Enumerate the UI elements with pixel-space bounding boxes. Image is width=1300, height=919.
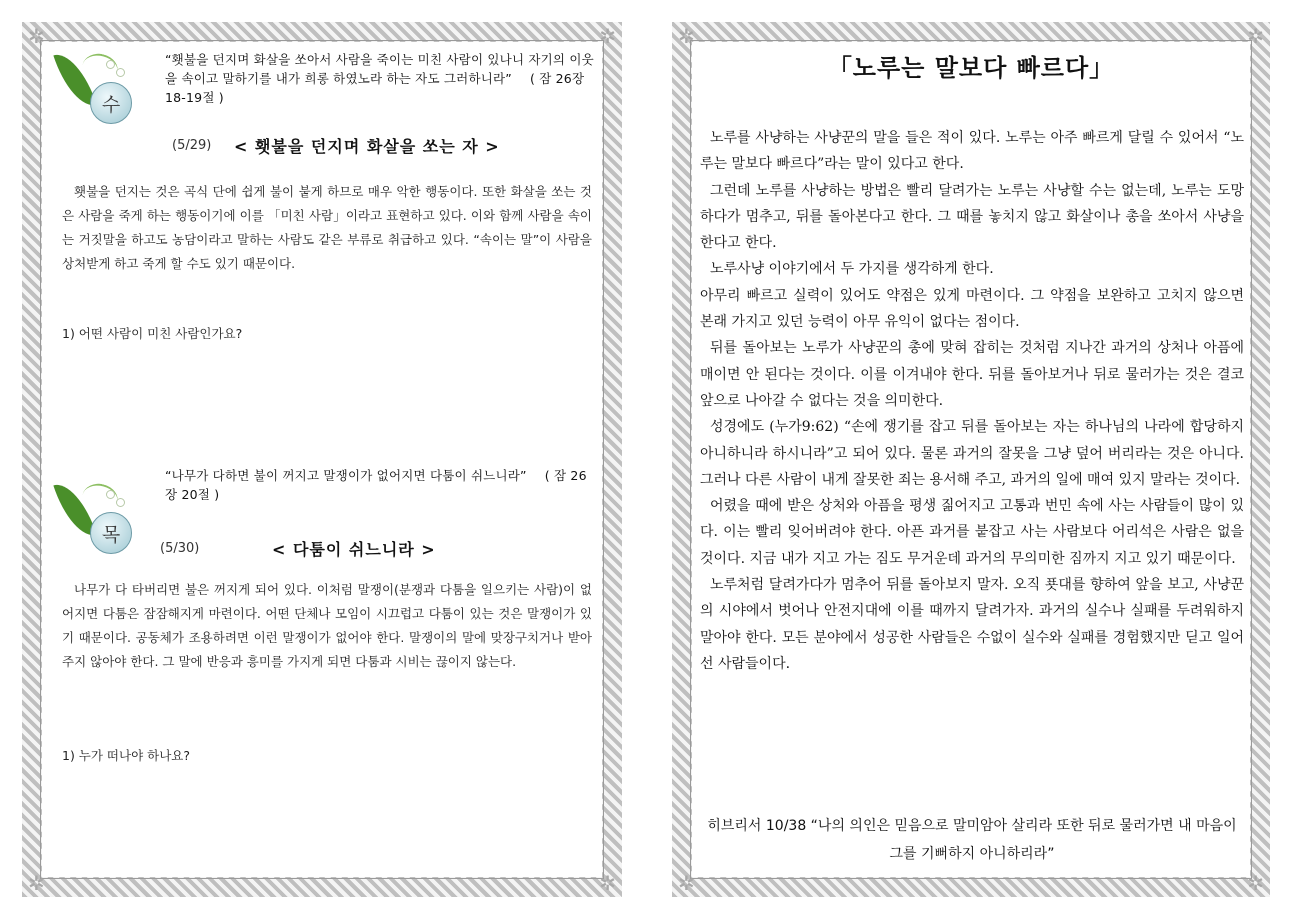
essay-body <box>700 125 1244 677</box>
essay-paragraph: 뒤를 돌아보는 노루가 사냥꾼의 총에 맞혀 잡히는 것처럼 지나간 과거의 상처나 아픔에 매이면 안 된다는 것이다. 이를 이겨내야 한다. 뒤를 돌아보거나 뒤로 물러가는 것은 결코 앞으로 나아갈 수 없다는 것을 의미한다. <box>700 340 1244 409</box>
essay-paragraph: 아무리 빠르고 실력이 있어도 약점은 있게 마련이다. 그 약점을 보완하고 고치지 않으면 본래 가지고 있던 능력이 아무 유익이 없다는 점이다. <box>700 287 1244 331</box>
star-ornament-icon: ✲ <box>599 871 616 895</box>
star-ornament-icon: ✲ <box>28 871 45 895</box>
devotion-topic: < 다툼이 쉬느니라 > <box>272 540 436 559</box>
essay-paragraph: 노루처럼 달려가다가 멈추어 뒤를 돌아보지 말자. 오직 푯대를 향하여 앞을 보고, 사냥꾼의 시야에서 벗어나 안전지대에 이를 때까지 달려가자. 과거의 실수나 실패를 두려워하지 말아야 한다. 모든 분야에서 성공한 사람들은 수없이 실수와 실패를 경험했지만 딛고 일어선 사람들이다. <box>700 577 1244 672</box>
devotion-date: (5/30) <box>160 541 200 556</box>
essay-paragraph: 그런데 노루를 사냥하는 방법은 빨리 달려가는 노루는 사냥할 수는 없는데, 노루는 도망하다가 멈추고, 뒤를 돌아본다고 한다. 그 때를 놓치지 않고 화살이나 총을 쏘아서 사냥을 한다고 한다. <box>700 182 1244 252</box>
day-badge: 수 <box>90 82 132 124</box>
closing-verse: 히브리서 10/38 “나의 의인은 믿음으로 말미암아 살리라 또한 뒤로 물러가면 내 마음이 그를 기뻐하지 아니하리라” <box>707 818 1237 862</box>
verse-quote: “나무가 다하면 불이 꺼지고 말쟁이가 없어지면 다툼이 쉬느니라” ( 잠 26장 20절 ) <box>165 468 587 502</box>
day-badge: 목 <box>90 512 132 554</box>
devotion-topic: < 횃불을 던지며 화살을 쏘는 자 > <box>234 137 500 156</box>
lily-of-the-valley-icon <box>62 476 142 558</box>
essay-paragraph: 노루를 사냥하는 사냥꾼의 말을 들은 적이 있다. 노루는 아주 빠르게 달릴 수 있어서 “노루는 말보다 빠르다”라는 말이 있다고 한다. <box>700 130 1244 173</box>
star-ornament-icon: ✲ <box>1247 871 1264 895</box>
essay-title: 「노루는 말보다 빠르다」 <box>827 54 1115 82</box>
verse-reference: ( 잠 26장 20절 ) <box>165 468 587 502</box>
star-ornament-icon: ✲ <box>678 871 695 895</box>
star-ornament-icon: ✲ <box>599 24 616 48</box>
devotion-body: 나무가 다 타버리면 불은 꺼지게 되어 있다. 이처럼 말쟁이(분쟁과 다툼을 일으키는 사람)이 없어지면 다툼은 잠잠해지게 마련이다. 어떤 단체나 모임이 시끄럽고 다툼이 있는 것은 말쟁이가 있기 때문이다. 공동체가 조용하려면 이런 말쟁이가 없어야 한다. 말쟁이의 말에 맞장구치거나 받아주지 않아야 한다. 그 말에 반응과 흥미를 가지게 되면 다툼과 시비는 끊이지 않는다. <box>62 582 592 669</box>
star-ornament-icon: ✲ <box>1247 24 1264 48</box>
essay-paragraph: 노루사냥 이야기에서 두 가지를 생각하게 한다. <box>710 261 994 278</box>
devotion-body: 횃불을 던지는 것은 곡식 단에 쉽게 불이 붙게 하므로 매우 악한 행동이다. 또한 화살을 쏘는 것은 사람을 죽게 하는 행동이기에 이를 「미친 사람」이라고 표현하고 있다. 이와 함께 사람을 속이는 거짓말을 하고도 농담이라고 말하는 사람도 같은 부류로 취급하고 있다. “속이는 말”이 사람을 상처받게 하고 죽게 할 수도 있기 때문이다. <box>62 184 592 271</box>
devotion-date: (5/29) <box>172 138 212 153</box>
essay-paragraph: 어렸을 때에 받은 상처와 아픔을 평생 짊어지고 고통과 번민 속에 사는 사람들이 많이 있다. 이는 빨리 잊어버려야 한다. 아픈 과거를 붙잡고 사는 사람보다 어리석은 사람은 없을 것이다. 지금 내가 지고 가는 짐도 무거운데 과거의 무의미한 짐까지 지고 있기 때문이다. <box>700 498 1244 567</box>
essay-paragraph: 성경에도 (누가9:62) “손에 쟁기를 잡고 뒤를 돌아보는 자는 하나님의 나라에 합당하지 아니하니라 하시니라”고 되어 있다. 물론 과거의 잘못을 그냥 덮어 버리라는 것은 아니다. 그러나 다른 사람이 내게 잘못한 죄는 용서해 주고, 과거의 일에 매여 있지 말라는 것이다. <box>700 419 1244 488</box>
left-page <box>22 22 622 897</box>
right-page <box>672 22 1270 897</box>
devotion-question: 1) 누가 떠나야 하나요? <box>62 748 190 763</box>
star-ornament-icon: ✲ <box>28 24 45 48</box>
verse-reference: ( 잠 26장 18-19절 ) <box>165 71 589 105</box>
devotion-question: 1) 어떤 사람이 미친 사람인가요? <box>62 326 243 341</box>
verse-quote: “횃불을 던지며 화살을 쏘아서 사람을 죽이는 미친 사람이 있나니 자기의 이웃을 속이고 말하기를 내가 희롱 하였노라 하는 자도 그러하니라” ( 잠 26장 18-19절 ) <box>165 52 594 105</box>
star-ornament-icon: ✲ <box>678 24 695 48</box>
lily-of-the-valley-icon <box>62 46 142 128</box>
